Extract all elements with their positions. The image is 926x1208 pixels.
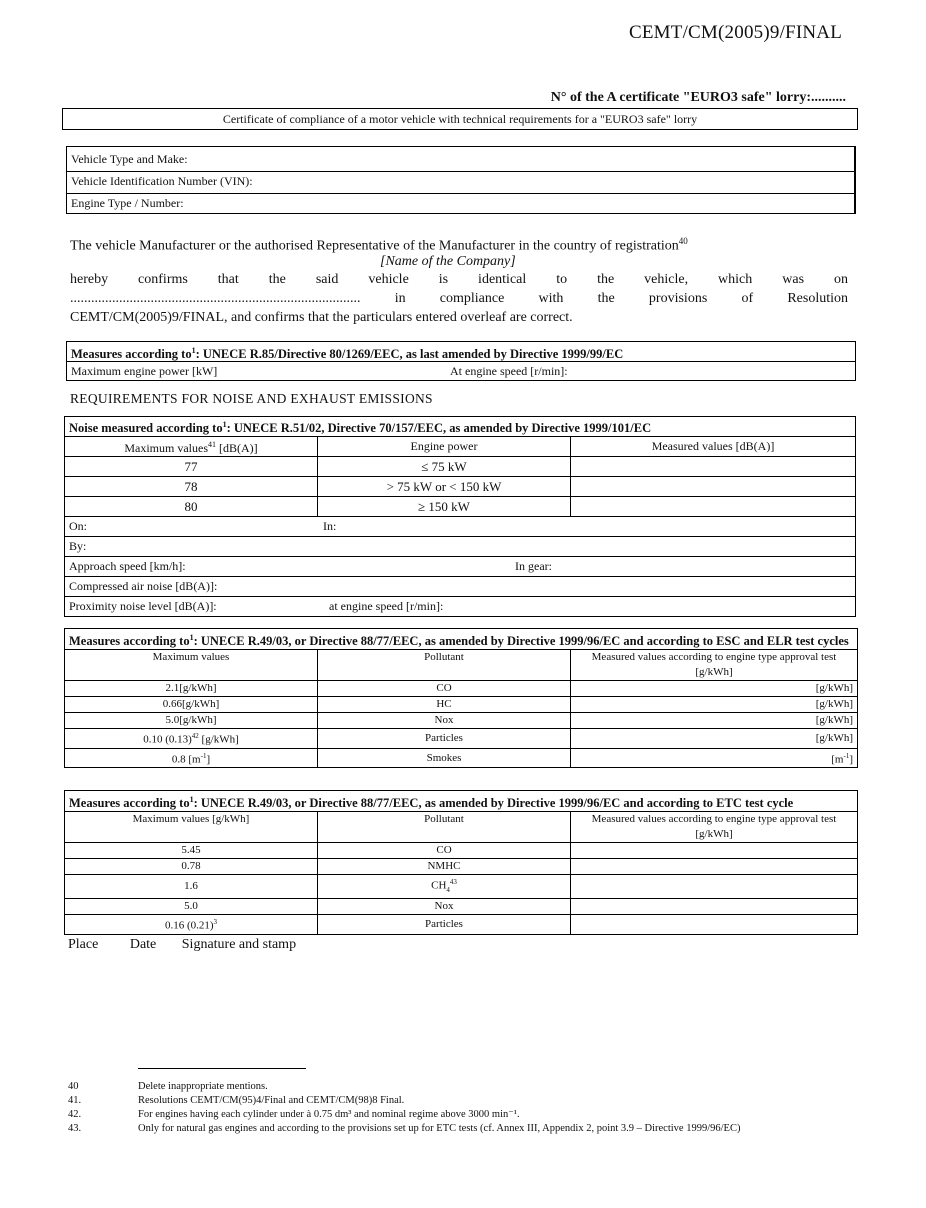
esc-max-tail: ] — [206, 753, 211, 766]
table-row — [65, 713, 858, 729]
noise-heading-text: Noise measured according to — [69, 421, 223, 436]
footnote-text: Delete inappropriate mentions. — [138, 1081, 268, 1092]
etc-heading — [65, 791, 858, 812]
noise-engine-power: > 75 kW or < 150 kW — [318, 477, 571, 497]
esc-max-value — [65, 729, 318, 749]
etc-col-measured: Measured values according to engine type approval test [g/kWh] — [571, 812, 858, 843]
noise-on-cell — [65, 517, 856, 537]
table-row — [65, 899, 858, 915]
etc-col-max: Maximum values [g/kWh] — [65, 812, 318, 843]
etc-table — [64, 790, 858, 935]
power-engine-speed: At engine speed [r/min]: — [450, 364, 568, 378]
esc-heading-sup: 1 — [189, 633, 194, 642]
power-heading-text: Measures according to — [71, 347, 192, 362]
noise-engine-power: ≥ 150 kW — [318, 497, 571, 517]
noise-heading-rest: : UNECE R.51/02, Directive 70/157/EEC, as amended by Directive 1999/101/EC — [226, 421, 652, 436]
noise-proximity-cell — [65, 597, 856, 617]
signature-row — [68, 937, 296, 953]
table-row — [65, 843, 858, 859]
esc-max-sup: -1 — [200, 751, 207, 760]
etc-max-text: 0.16 (0.21) — [164, 919, 214, 932]
esc-measured-unit — [571, 748, 858, 768]
declaration-line-4: CEMT/CM(2005)9/FINAL, and confirms that the particulars entered overleaf are correct. — [70, 310, 573, 325]
table-row — [65, 915, 858, 935]
esc-col-measured: Measured values according to engine type approval test [g/kWh] — [571, 650, 858, 681]
noise-heading-row — [65, 417, 856, 437]
etc-measured-value[interactable] — [571, 859, 858, 875]
table-row — [65, 457, 856, 477]
power-heading-rest: : UNECE R.85/Directive 80/1269/EEC, as last amended by Directive 1999/99/EC — [195, 347, 624, 362]
power-values-row — [67, 362, 855, 381]
engine-type-number: Engine Type / Number: — [71, 196, 184, 210]
etc-pollutant: NMHC — [318, 859, 571, 875]
power-box — [66, 341, 856, 381]
esc-measured-unit: [g/kWh] — [571, 713, 858, 729]
esc-measured-unit: [g/kWh] — [571, 681, 858, 697]
approach-speed-label: Approach speed [km/h]: — [69, 559, 186, 574]
etc-max-value: 5.0 — [65, 899, 318, 915]
noise-col-measured: Measured values [dB(A)] — [571, 437, 856, 457]
declaration-text-1: The vehicle Manufacturer or the authorised Representative of the Manufacturer in the country of registration — [70, 238, 679, 254]
etc-measured-value[interactable] — [571, 875, 858, 899]
etc-pollutant: CO — [318, 843, 571, 859]
date-label: Date — [129, 937, 157, 952]
declaration-sup: 40 — [678, 236, 688, 246]
etc-col-pollutant: Pollutant — [318, 812, 571, 843]
esc-heading-rest: : UNECE R.49/03, or Directive 88/77/EEC, as amended by Directive 1999/96/EC and according to ESC and ELR test cycles — [193, 634, 849, 649]
table-row — [65, 681, 858, 697]
compressed-air-label: Compressed air noise [dB(A)]: — [65, 577, 856, 597]
gear-label: In gear: — [515, 559, 552, 574]
table-row — [65, 875, 858, 899]
esc-max-text: 0.8 [m — [171, 753, 201, 766]
etc-pollutant-sub: 4 — [446, 886, 450, 894]
max-engine-power: Maximum engine power [kW] — [71, 364, 218, 378]
etc-measured-value[interactable] — [571, 915, 858, 935]
power-heading-sup: 1 — [191, 346, 196, 355]
etc-measured-value[interactable] — [571, 899, 858, 915]
noise-col-max-sup: 41 — [208, 440, 216, 450]
document-id: CEMT/CM(2005)9/FINAL — [629, 22, 842, 43]
esc-header-row — [65, 650, 858, 681]
noise-col-max-text: Maximum values — [124, 441, 208, 456]
footnote-item — [68, 1094, 858, 1108]
noise-col-power: Engine power — [318, 437, 571, 457]
table-row — [65, 729, 858, 749]
esc-col-max: Maximum values — [65, 650, 318, 681]
etc-pollutant: Particles — [318, 915, 571, 935]
certificate-number: N° of the A certificate "EURO3 safe" lorry:.......... — [550, 90, 846, 105]
requirements-title: REQUIREMENTS FOR NOISE AND EXHAUST EMISSIONS — [70, 391, 433, 406]
proximity-engine-speed: at engine speed [r/min]: — [329, 599, 444, 614]
etc-heading-sup: 1 — [189, 795, 194, 804]
footnote-number: 40 — [68, 1081, 79, 1092]
noise-in-label: In: — [323, 519, 337, 534]
etc-max-value: 1.6 — [65, 875, 318, 899]
noise-measured-value[interactable] — [571, 457, 856, 477]
esc-max-value — [65, 748, 318, 768]
vehicle-box — [66, 146, 856, 214]
footnote-number: 43. — [68, 1123, 82, 1134]
noise-measured-value[interactable] — [571, 477, 856, 497]
noise-by-label: By: — [65, 537, 856, 557]
noise-approach-row — [65, 557, 856, 577]
esc-table — [64, 628, 858, 768]
esc-measured-unit: [g/kWh] — [571, 697, 858, 713]
noise-engine-power: ≤ 75 kW — [318, 457, 571, 477]
vehicle-vin: Vehicle Identification Number (VIN): — [67, 172, 854, 194]
noise-measured-value[interactable] — [571, 497, 856, 517]
etc-max-sup: 3 — [213, 918, 218, 926]
noise-table — [64, 416, 856, 617]
footnotes — [68, 1080, 858, 1136]
noise-header-row — [65, 437, 856, 457]
esc-heading-text: Measures according to — [69, 634, 190, 649]
footnote-divider — [138, 1068, 306, 1069]
noise-col-max-unit: [dB(A)] — [216, 441, 258, 456]
etc-max-value — [65, 915, 318, 935]
etc-pollutant-text: CH — [431, 879, 447, 892]
esc-max-tail: [g/kWh] — [198, 733, 239, 746]
etc-pollutant-sup: 43 — [449, 878, 457, 887]
etc-pollutant — [318, 875, 571, 899]
caption-box — [62, 108, 858, 130]
footnote-number: 41. — [68, 1095, 82, 1106]
noise-compressed-row — [65, 577, 856, 597]
noise-max-value: 78 — [65, 477, 318, 497]
declaration-line-3: ................................................................................... in compliance with the provisions of Resolution — [70, 291, 848, 306]
noise-section — [64, 416, 856, 617]
esc-pollutant: Nox — [318, 713, 571, 729]
noise-on-label: On: — [69, 519, 87, 534]
esc-section — [64, 628, 858, 768]
etc-max-value: 5.45 — [65, 843, 318, 859]
table-row — [65, 497, 856, 517]
esc-pollutant: Particles — [318, 729, 571, 749]
noise-proximity-row — [65, 597, 856, 617]
footnote-number: 42. — [68, 1109, 82, 1120]
esc-unit-text: [m — [831, 753, 844, 766]
footnote-item — [68, 1080, 858, 1094]
etc-header-row — [65, 812, 858, 843]
footnote-item — [68, 1108, 858, 1122]
declaration-line-2: hereby confirms that the said vehicle is identical to the vehicle, which was on — [70, 272, 848, 287]
etc-heading-row — [65, 791, 858, 812]
noise-col-max — [65, 437, 318, 457]
etc-section — [64, 790, 858, 935]
esc-pollutant: HC — [318, 697, 571, 713]
esc-unit-sup: -1 — [843, 751, 850, 760]
caption-text: Certificate of compliance of a motor vehicle with technical requirements for a "EURO3 safe" lorry — [222, 112, 698, 126]
footnote-item — [68, 1122, 858, 1136]
etc-pollutant: Nox — [318, 899, 571, 915]
esc-heading — [65, 629, 858, 650]
company-name: [Name of the Company] — [380, 254, 516, 269]
esc-max-value: 2.1[g/kWh] — [65, 681, 318, 697]
signature-label: Signature and stamp — [181, 937, 297, 952]
table-row — [65, 748, 858, 768]
place-label: Place — [68, 937, 99, 952]
table-row — [65, 859, 858, 875]
esc-max-value: 0.66[g/kWh] — [65, 697, 318, 713]
footnote-text: Resolutions CEMT/CM(95)4/Final and CEMT/CM(98)8 Final. — [138, 1095, 405, 1106]
esc-col-pollutant: Pollutant — [318, 650, 571, 681]
noise-max-value: 77 — [65, 457, 318, 477]
esc-heading-row — [65, 629, 858, 650]
noise-heading-sup: 1 — [222, 420, 227, 429]
footnote-text: For engines having each cylinder under à 0.75 dm³ and nominal regime above 3000 min⁻¹. — [138, 1109, 520, 1120]
vehicle-type-make: Vehicle Type and Make: — [67, 150, 854, 172]
noise-by-row — [65, 537, 856, 557]
esc-unit-tail: ] — [849, 753, 853, 766]
esc-pollutant: Smokes — [318, 748, 571, 768]
noise-approach-cell — [65, 557, 856, 577]
esc-max-sup: 42 — [191, 732, 199, 741]
esc-max-text: 0.10 (0.13) — [143, 733, 192, 746]
etc-max-value: 0.78 — [65, 859, 318, 875]
footnote-text: Only for natural gas engines and according to the provisions set up for ETC tests (cf. Annex III, Appendix 2, point 3.9 – Directive 1999/96/EC) — [138, 1123, 741, 1134]
noise-on-in-row — [65, 517, 856, 537]
power-heading — [67, 342, 855, 362]
esc-pollutant: CO — [318, 681, 571, 697]
noise-max-value: 80 — [65, 497, 318, 517]
noise-heading — [65, 417, 856, 437]
esc-max-value: 5.0[g/kWh] — [65, 713, 318, 729]
table-row — [65, 697, 858, 713]
etc-measured-value[interactable] — [571, 843, 858, 859]
etc-heading-text: Measures according to — [69, 796, 190, 811]
etc-heading-rest: : UNECE R.49/03, or Directive 88/77/EEC, as amended by Directive 1999/96/EC and according to ETC test cycle — [193, 796, 794, 811]
table-row — [65, 477, 856, 497]
proximity-noise-label: Proximity noise level [dB(A)]: — [69, 599, 217, 614]
esc-measured-unit: [g/kWh] — [571, 729, 858, 749]
